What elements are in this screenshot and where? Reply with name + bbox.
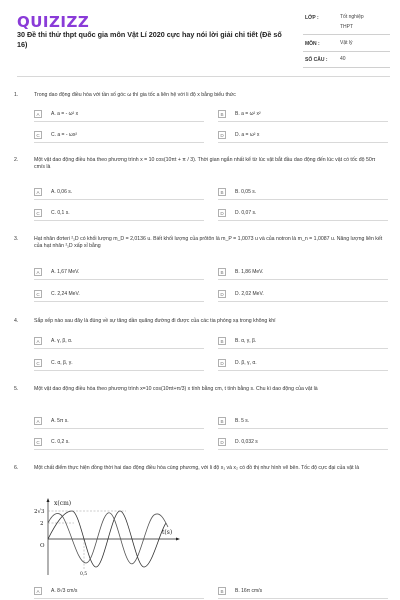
option-letter-box: A <box>34 268 42 276</box>
subject-label: MÔN : <box>305 41 320 47</box>
option-text: A. 0,06 s. <box>51 189 73 195</box>
question-text: Sắp xếp nào sau đây là đúng về sự tăng dần quãng đường đi được của các tia phóng xạ trong không khí <box>34 318 276 324</box>
x-axis-label: t(s) <box>162 529 173 536</box>
option-text: D. β, γ, α. <box>235 360 257 366</box>
option-letter-box: C <box>34 438 42 446</box>
option-b[interactable] <box>218 585 388 599</box>
option-text: B. α, γ, β. <box>235 338 257 344</box>
question-text: Trong dao động điều hòa với tần số góc ω thì gia tốc a liên hệ với li độ x bằng biểu thức <box>34 92 236 98</box>
option-text: A. 5π s. <box>51 418 69 424</box>
option-text: C. α, β, γ. <box>51 360 73 366</box>
option-a[interactable] <box>34 335 204 349</box>
option-letter-box: B <box>218 337 226 345</box>
option-b[interactable] <box>218 266 388 280</box>
page-title: 30 Đề thi thử thpt quốc gia môn Vật Lí 2020 cực hay nói lời giải chi tiết (Đề số 16) <box>17 30 282 49</box>
option-a[interactable] <box>34 266 204 280</box>
option-letter-box: B <box>218 587 226 595</box>
question-number: 4. <box>14 318 19 324</box>
option-text: B. 5 s. <box>235 418 250 424</box>
count-label: SỐ CÂU : <box>305 57 328 63</box>
question-number: 3. <box>14 236 19 242</box>
tick-label-y-top: 2√3 <box>34 509 45 515</box>
option-letter-box: C <box>34 359 42 367</box>
tick-label-y-mid: 2 <box>40 521 44 527</box>
question-number: 1. <box>14 92 19 98</box>
option-b[interactable] <box>218 415 388 429</box>
option-letter-box: D <box>218 290 226 298</box>
option-letter-box: D <box>218 131 226 139</box>
question-text: Hạt nhân đơteri ²₁D có khối lượng m_D = 2,0136 u. Biết khối lượng của prôtôn là m_P = 1,0073 u và của notron là m_n = 1,0087 u. Năng lượng liên kết của hạt nhân ²₁D xấp xỉ bằng <box>34 236 383 250</box>
meta-divider <box>303 67 390 68</box>
option-text: D. 0,07 s. <box>235 210 257 216</box>
option-letter-box: B <box>218 417 226 425</box>
class-value-line2: THPT <box>340 24 354 30</box>
option-letter-box: A <box>34 337 42 345</box>
option-letter-box: A <box>34 417 42 425</box>
option-d[interactable] <box>218 207 388 221</box>
option-c[interactable] <box>34 357 204 371</box>
option-a[interactable] <box>34 186 204 200</box>
header <box>0 0 400 78</box>
y-axis-label: x(cm) <box>54 500 72 507</box>
option-d[interactable] <box>218 357 388 371</box>
option-letter-box: D <box>218 209 226 217</box>
option-c[interactable] <box>34 436 204 450</box>
question-text: Một vật dao động điều hòa theo phương trình x=10 cos(10πt+π/3) x tính bằng cm, t tính bằng s. Chu kì dao động của vật là <box>34 386 318 392</box>
option-text: C. 0,1 s. <box>51 210 70 216</box>
option-text: D. a = ω² x <box>235 132 260 138</box>
option-text: B. a = ω² x² <box>235 111 261 117</box>
option-letter-box: B <box>218 110 226 118</box>
option-a[interactable] <box>34 108 204 122</box>
option-text: C. 0,2 s. <box>51 439 70 445</box>
option-b[interactable] <box>218 186 388 200</box>
y-axis-arrow <box>47 498 50 502</box>
option-letter-box: B <box>218 188 226 196</box>
oscillation-graph <box>34 497 184 577</box>
tick-label-x: 0,5 <box>80 572 88 577</box>
question-text: Một chất điểm thực hiện đồng thời hai dao động điều hòa cùng phương, với li độ x₁ và x₂ có đồ thị như hình vẽ bên. Tốc độ cực đại của vật là <box>34 465 360 471</box>
question-number: 6. <box>14 465 19 471</box>
option-letter-box: A <box>34 110 42 118</box>
option-text: A. a = - ω² x <box>51 111 79 117</box>
option-text: B. 1,86 MeV. <box>235 269 264 275</box>
x-axis-arrow <box>176 538 180 541</box>
option-letter-box: D <box>218 438 226 446</box>
option-text: A. 8√3 cm/s <box>51 588 78 594</box>
option-letter-box: A <box>34 587 42 595</box>
option-b[interactable] <box>218 335 388 349</box>
option-c[interactable] <box>34 129 204 143</box>
option-a[interactable] <box>34 415 204 429</box>
option-letter-box: B <box>218 268 226 276</box>
option-d[interactable] <box>218 129 388 143</box>
question-text: Một vật dao động điều hòa theo phương trình x = 10 cos(10πt + π / 3). Thời gian ngắn nhất kể từ lúc vật bắt đầu dao động đến lúc vật có tốc độ 50π cm/s là <box>34 157 376 171</box>
count-value: 40 <box>340 56 346 62</box>
option-letter-box: A <box>34 188 42 196</box>
option-letter-box: D <box>218 359 226 367</box>
question-number: 5. <box>14 386 19 392</box>
subject-value: Vật lý <box>340 40 353 46</box>
option-d[interactable] <box>218 436 388 450</box>
option-d[interactable] <box>218 288 388 302</box>
option-a[interactable] <box>34 585 204 599</box>
option-text: A. 1,67 MeV. <box>51 269 80 275</box>
option-text: B. 16π cm/s <box>235 588 263 594</box>
option-letter-box: C <box>34 209 42 217</box>
option-text: D. 2,02 MeV. <box>235 291 264 297</box>
option-c[interactable] <box>34 288 204 302</box>
option-b[interactable] <box>218 108 388 122</box>
class-value-line1: Tốt nghiệp <box>340 14 364 20</box>
option-text: C. 2,24 MeV. <box>51 291 80 297</box>
header-divider <box>17 76 390 77</box>
option-c[interactable] <box>34 207 204 221</box>
option-letter-box: C <box>34 131 42 139</box>
option-text: B. 0,05 s. <box>235 189 257 195</box>
option-letter-box: C <box>34 290 42 298</box>
option-text: D. 0,032 s <box>235 439 258 445</box>
meta-divider <box>303 34 390 35</box>
class-label: LỚP : <box>305 15 319 21</box>
quizizz-logo: QUIZIZZ <box>17 13 90 31</box>
option-text: A. γ, β, α. <box>51 338 73 344</box>
option-text: C. a = - ωx² <box>51 132 77 138</box>
question-number: 2. <box>14 157 19 163</box>
meta-divider <box>303 51 390 52</box>
origin-label: O <box>40 543 45 549</box>
